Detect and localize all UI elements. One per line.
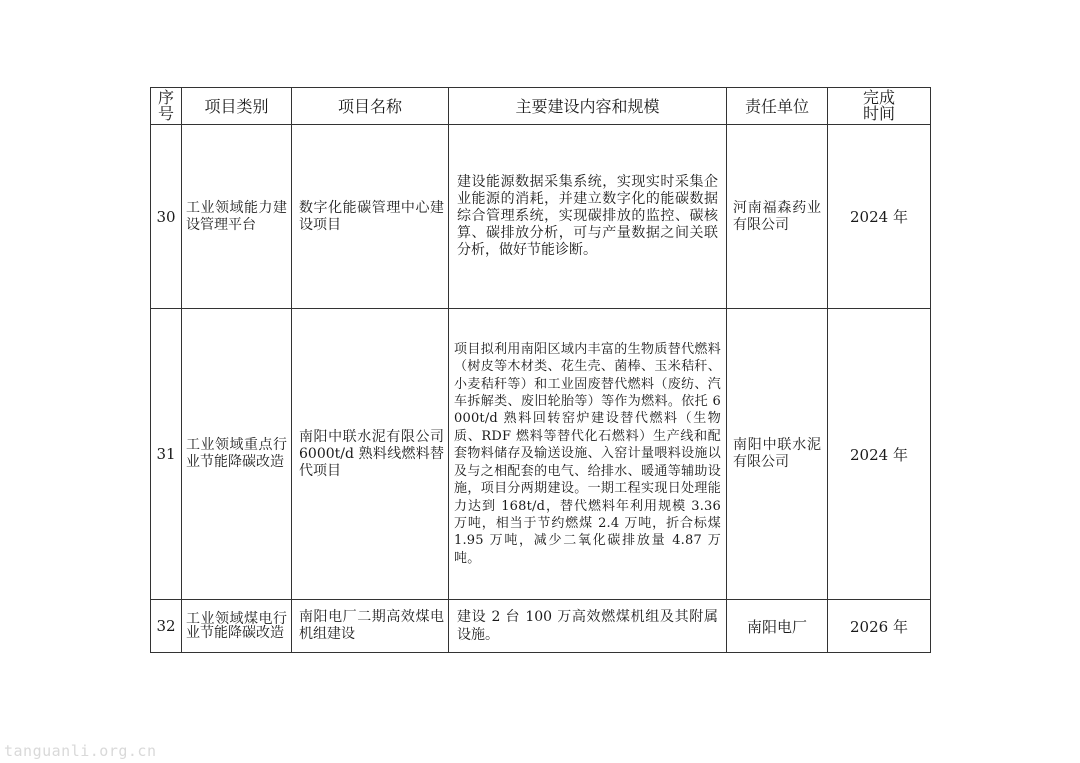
cell-category: 工业领域能力建设管理平台 [182,125,292,309]
cell-content: 建设能源数据采集系统，实现实时采集企业能源的消耗，并建立数字化的能碳数据综合管理系统，实现碳排放的监控、碳核算、碳排放分析，可与产量数据之间关联分析，做好节能诊断。 [449,125,727,309]
watermark-text: tanguanli.org.cn [4,742,157,760]
cell-seq: 31 [151,309,182,600]
cell-unit: 河南福森药业有限公司 [727,125,828,309]
cell-content: 建设 2 台 100 万高效燃煤机组及其附属设施。 [449,600,727,653]
cell-time: 2026 年 [828,600,931,653]
table-row [151,125,931,309]
cell-category: 工业领域煤电行业节能降碳改造 [182,600,292,653]
cell-unit: 南阳电厂 [727,600,828,653]
table-row [151,600,931,653]
header-content: 主要建设内容和规模 [449,88,727,125]
header-unit: 责任单位 [727,88,828,125]
cell-time: 2024 年 [828,309,931,600]
project-table [150,87,931,653]
cell-content: 项目拟利用南阳区域内丰富的生物质替代燃料（树皮等木材类、花生壳、菌棒、玉米秸秆、小麦秸秆等）和工业固废替代燃料（废纺、汽车拆解类、废旧轮胎等）等作为燃料。依托 6000t/d 熟料回转窑炉建设替代燃料（生物质、RDF 燃料等替代化石燃料）生产线和配套物料储存及输送设施、入窑计量喂料设施以及与之相配套的电气、给排水、暖通等辅助设施，项目分两期建设。一期工程实现日处理能力达到 168t/d，替代燃料年利用规模 3.36 万吨，相当于节约燃煤 2.4 万吨，折合标煤 1.95 万吨，减少二氧化碳排放量 4.87 万吨。 [449,309,727,600]
header-time: 完成时间 [828,88,931,125]
cell-name: 南阳电厂二期高效煤电机组建设 [292,600,449,653]
cell-time: 2024 年 [828,125,931,309]
header-seq: 序号 [151,88,182,125]
cell-seq: 30 [151,125,182,309]
cell-seq: 32 [151,600,182,653]
table-row [151,309,931,600]
cell-unit: 南阳中联水泥有限公司 [727,309,828,600]
cell-name: 数字化能碳管理中心建设项目 [292,125,449,309]
header-category: 项目类别 [182,88,292,125]
cell-category: 工业领域重点行业节能降碳改造 [182,309,292,600]
table-header-row [151,88,931,125]
cell-name: 南阳中联水泥有限公司 6000t/d 熟料线燃料替代项目 [292,309,449,600]
header-name: 项目名称 [292,88,449,125]
